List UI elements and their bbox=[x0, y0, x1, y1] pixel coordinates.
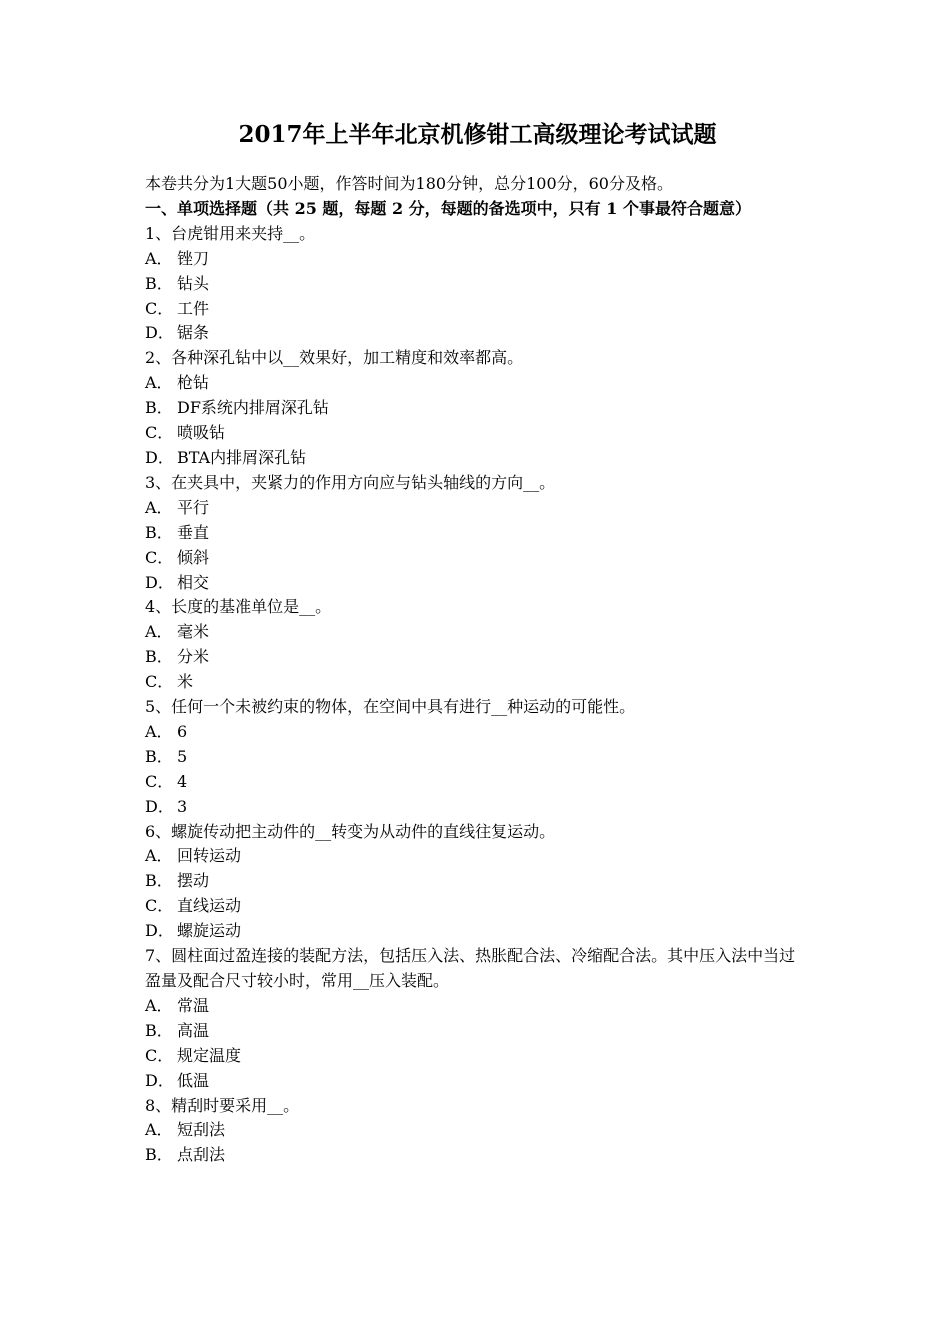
question-1 bbox=[145, 222, 810, 347]
option-text: 工件 bbox=[177, 298, 210, 318]
answer-option bbox=[145, 1118, 810, 1143]
option-text: 摆动 bbox=[177, 871, 210, 891]
option-letter: C． bbox=[145, 896, 174, 916]
answer-option bbox=[145, 645, 810, 670]
option-letter: C． bbox=[145, 547, 174, 567]
question-4 bbox=[145, 595, 810, 695]
answer-option bbox=[145, 1044, 810, 1069]
question-list bbox=[145, 222, 810, 1168]
option-text: 短刮法 bbox=[177, 1120, 226, 1140]
document-title: 2017年上半年北京机修钳工高级理论考试试题 bbox=[238, 121, 717, 148]
answer-option bbox=[145, 272, 810, 297]
option-letter: A． bbox=[145, 497, 173, 517]
option-text: 常温 bbox=[177, 995, 210, 1015]
option-letter: B． bbox=[145, 871, 173, 891]
answer-option bbox=[145, 1143, 810, 1168]
option-letter: B． bbox=[145, 746, 173, 766]
answer-option bbox=[145, 446, 810, 471]
answer-option bbox=[145, 994, 810, 1019]
option-letter: A． bbox=[145, 721, 173, 741]
answer-option bbox=[145, 720, 810, 745]
section-heading: 一、单项选择题（共 25 题，每题 2 分，每题的备选项中，只有 1 个事最符合题意） bbox=[145, 198, 751, 218]
question-stem: 5、任何一个未被约束的物体，在空间中具有进行__种运动的可能性。 bbox=[145, 697, 636, 717]
option-text: 垂直 bbox=[177, 522, 210, 542]
question-stem: 8、精刮时要采用__。 bbox=[145, 1095, 300, 1115]
option-letter: A． bbox=[145, 622, 173, 642]
option-text: 米 bbox=[177, 672, 194, 692]
option-letter: A． bbox=[145, 373, 173, 393]
option-letter: A． bbox=[145, 1120, 173, 1140]
answer-option bbox=[145, 620, 810, 645]
option-text: 分米 bbox=[177, 647, 210, 667]
option-letter: B． bbox=[145, 398, 173, 418]
exam-page bbox=[145, 120, 810, 1168]
option-letter: C． bbox=[145, 298, 174, 318]
option-text: 倾斜 bbox=[177, 547, 210, 567]
exam-intro: 本卷共分为1大题50小题，作答时间为180分钟，总分100分，60分及格。 bbox=[145, 174, 673, 193]
answer-option bbox=[145, 745, 810, 770]
option-text: 枪钻 bbox=[177, 373, 210, 393]
option-text: 喷吸钻 bbox=[177, 423, 226, 443]
option-letter: A． bbox=[145, 995, 173, 1015]
answer-option bbox=[145, 247, 810, 272]
answer-option bbox=[145, 297, 810, 322]
question-2 bbox=[145, 346, 810, 471]
answer-option bbox=[145, 546, 810, 571]
answer-option bbox=[145, 869, 810, 894]
option-text: 锉刀 bbox=[177, 248, 210, 268]
option-letter: B． bbox=[145, 1020, 173, 1040]
option-letter: C． bbox=[145, 423, 174, 443]
option-text: 螺旋运动 bbox=[177, 921, 242, 941]
option-letter: C． bbox=[145, 771, 174, 791]
option-text: 回转运动 bbox=[177, 846, 242, 866]
answer-option bbox=[145, 496, 810, 521]
question-stem: 1、台虎钳用来夹持__。 bbox=[145, 223, 316, 243]
answer-option bbox=[145, 894, 810, 919]
question-8 bbox=[145, 1094, 810, 1169]
option-letter: D． bbox=[145, 323, 174, 343]
option-text: 锯条 bbox=[177, 323, 210, 343]
answer-option bbox=[145, 396, 810, 421]
answer-option bbox=[145, 1069, 810, 1094]
option-letter: C． bbox=[145, 672, 174, 692]
answer-option bbox=[145, 919, 810, 944]
question-stem: 7、圆柱面过盈连接的装配方法，包括压入法、热胀配合法、冷缩配合法。其中压入法中当过盈量及配合尺寸较小时，常用__压入装配。 bbox=[145, 946, 796, 990]
option-letter: C． bbox=[145, 1045, 174, 1065]
question-stem: 4、长度的基准单位是__。 bbox=[145, 597, 332, 617]
answer-option bbox=[145, 795, 810, 820]
option-letter: A． bbox=[145, 248, 173, 268]
option-letter: D． bbox=[145, 447, 174, 467]
option-text: 5 bbox=[177, 746, 188, 766]
option-text: 高温 bbox=[177, 1020, 210, 1040]
question-stem: 2、各种深孔钻中以__效果好，加工精度和效率都高。 bbox=[145, 348, 524, 368]
option-letter: D． bbox=[145, 921, 174, 941]
question-6 bbox=[145, 820, 810, 945]
option-letter: B． bbox=[145, 273, 173, 293]
option-text: 规定温度 bbox=[177, 1045, 242, 1065]
option-text: 平行 bbox=[177, 497, 210, 517]
option-text: 相交 bbox=[177, 572, 210, 592]
answer-option bbox=[145, 421, 810, 446]
answer-option bbox=[145, 1019, 810, 1044]
option-letter: A． bbox=[145, 846, 173, 866]
question-stem: 3、在夹具中，夹紧力的作用方向应与钻头轴线的方向__。 bbox=[145, 472, 556, 492]
option-text: 钻头 bbox=[177, 273, 210, 293]
answer-option bbox=[145, 844, 810, 869]
answer-option bbox=[145, 571, 810, 596]
option-text: 直线运动 bbox=[177, 896, 242, 916]
option-text: BTA内排屑深孔钻 bbox=[177, 447, 307, 467]
question-7 bbox=[145, 944, 810, 1093]
option-letter: B． bbox=[145, 522, 173, 542]
option-text: DF系统内排屑深孔钻 bbox=[177, 398, 329, 418]
question-3 bbox=[145, 471, 810, 596]
question-stem: 6、螺旋传动把主动件的__转变为从动件的直线往复运动。 bbox=[145, 821, 556, 841]
answer-option bbox=[145, 321, 810, 346]
option-text: 毫米 bbox=[177, 622, 210, 642]
answer-option bbox=[145, 670, 810, 695]
option-text: 6 bbox=[177, 721, 188, 741]
answer-option bbox=[145, 371, 810, 396]
question-5 bbox=[145, 695, 810, 820]
option-text: 4 bbox=[177, 771, 188, 791]
option-text: 3 bbox=[177, 796, 188, 816]
option-text: 点刮法 bbox=[177, 1145, 226, 1165]
option-text: 低温 bbox=[177, 1070, 210, 1090]
answer-option bbox=[145, 770, 810, 795]
option-letter: D． bbox=[145, 572, 174, 592]
option-letter: D． bbox=[145, 796, 174, 816]
answer-option bbox=[145, 521, 810, 546]
option-letter: B． bbox=[145, 1145, 173, 1165]
option-letter: D． bbox=[145, 1070, 174, 1090]
option-letter: B． bbox=[145, 647, 173, 667]
